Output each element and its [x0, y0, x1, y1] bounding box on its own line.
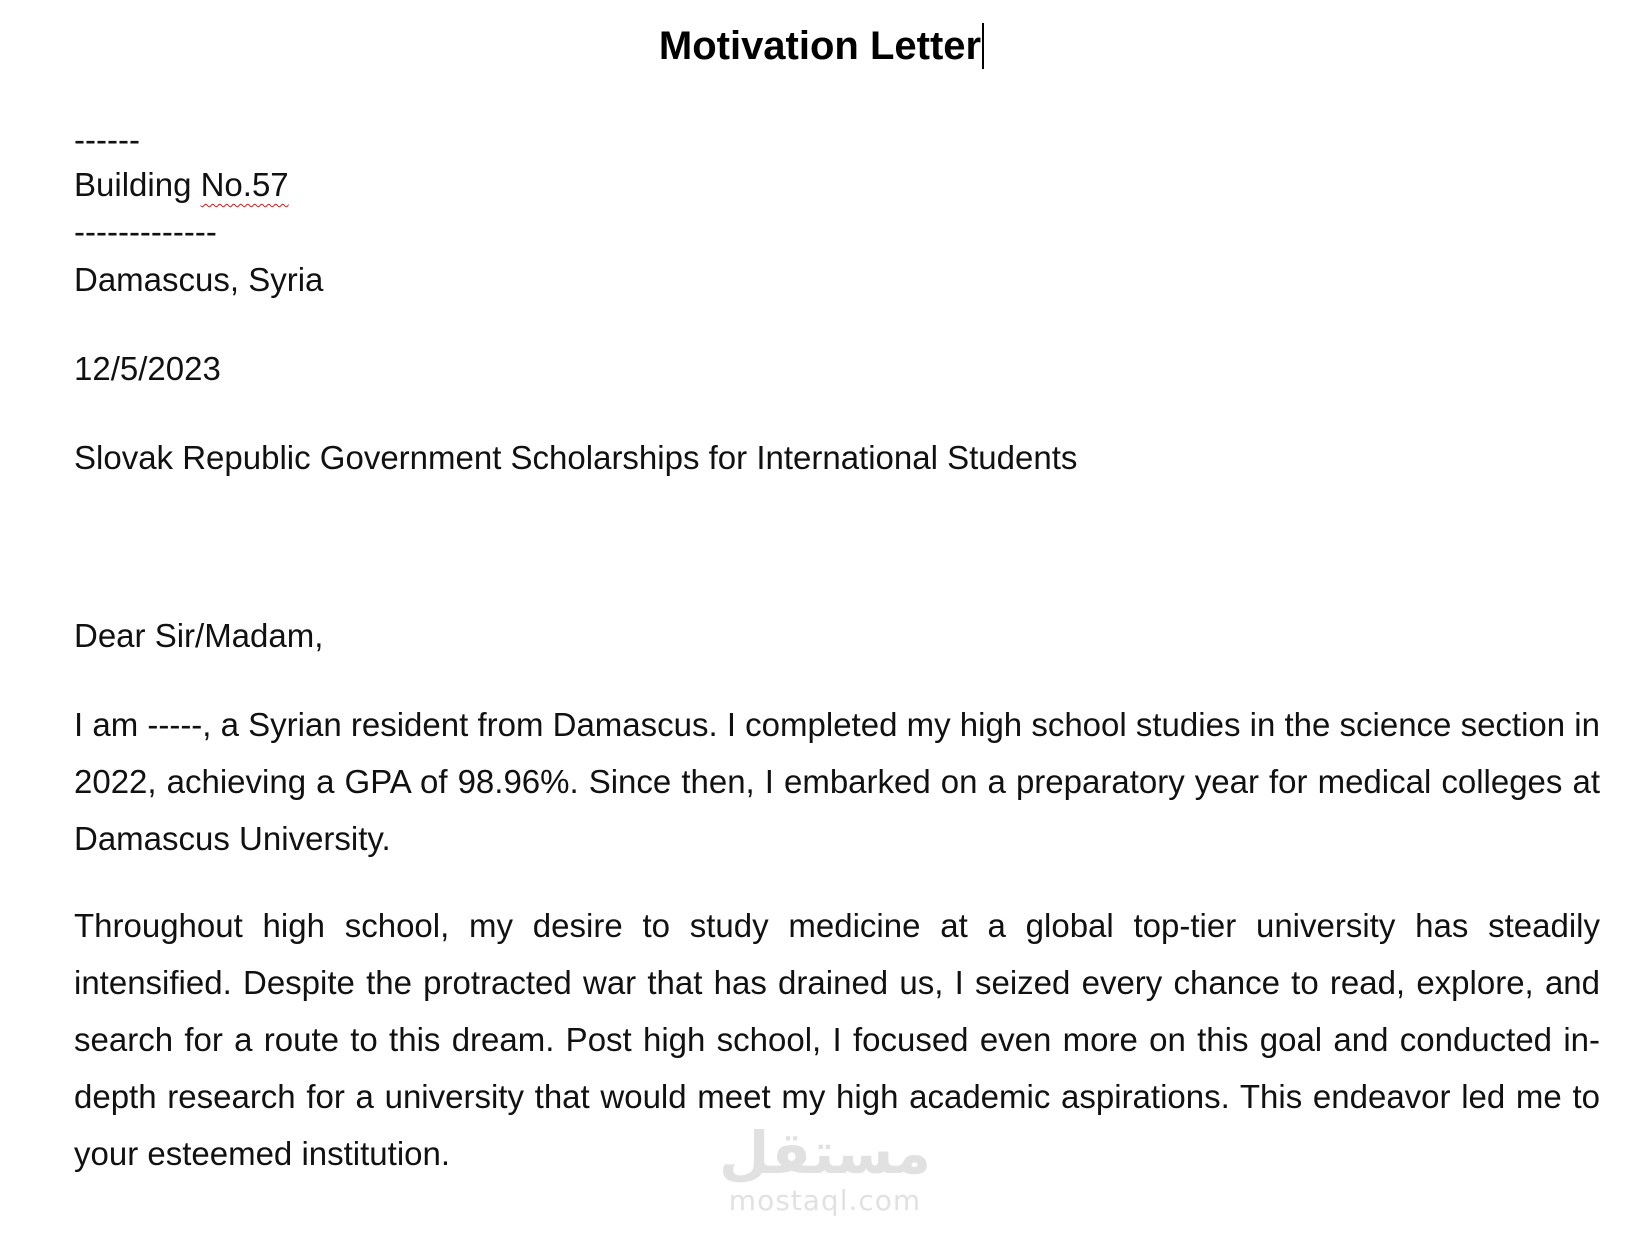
address-line-2-prefix: Building	[74, 166, 201, 203]
watermark-arabic: مستقل	[718, 1119, 932, 1187]
address-line-3: -------------	[74, 213, 217, 250]
document-title-text: Motivation Letter	[658, 24, 982, 68]
text-cursor	[982, 23, 984, 69]
recipient-line: Slovak Republic Government Scholarships for International Students	[74, 439, 1078, 476]
body-paragraph-1: I am -----, a Syrian resident from Damascus. I completed my high school studies in the science section in 2022, achieving a GPA of 98.96%. Since then, I embarked on a preparatory year for medical colleges at Damascus University.	[74, 706, 1600, 857]
letter-date: 12/5/2023	[74, 350, 221, 387]
salutation: Dear Sir/Madam,	[74, 617, 324, 654]
address-line-2	[74, 161, 289, 209]
spellcheck-flagged-word[interactable]: No.57	[200, 166, 289, 203]
address-line-4: Damascus, Syria	[74, 261, 324, 298]
address-line-1: ------	[74, 121, 140, 158]
watermark-latin: mostaql.com	[728, 1184, 922, 1217]
body-paragraph-2: Throughout high school, my desire to study medicine at a global top-tier university has steadily intensified. Despite the protracted war that has drained us, I seized every chance to read, explore, and search for a route to this dream. Post high school, I focused even more on this goal and conducted in-depth research for a university that would meet my high academic aspirations. This endeavor led me to your esteemed institution.	[74, 907, 1600, 1172]
document-title[interactable]	[0, 18, 1643, 74]
